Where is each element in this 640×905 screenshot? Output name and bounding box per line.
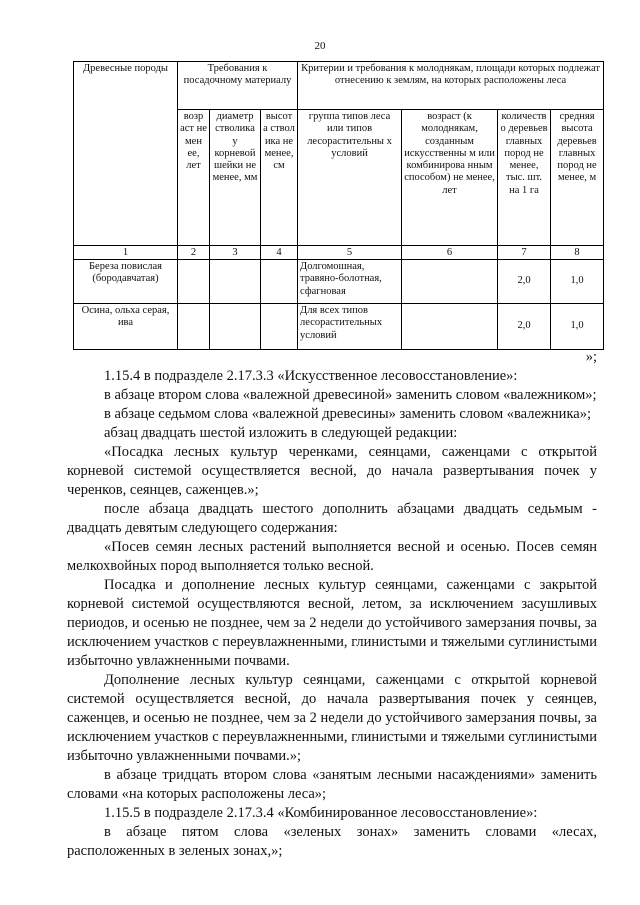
cell-young-age	[402, 260, 498, 304]
forest-criteria-table	[73, 61, 604, 350]
header-young-age: возраст (к молоднякам, созданным искусственны м или комбинирова нным способом) не менее, лет	[402, 110, 498, 246]
column-number: 8	[551, 246, 604, 260]
header-species: Древесные породы	[74, 62, 178, 246]
column-number: 1	[74, 246, 178, 260]
table-row	[74, 260, 604, 304]
cell-average-height: 1,0	[551, 260, 604, 304]
header-average-height: средняя высота деревьев главных пород не менее, м	[551, 110, 604, 246]
column-number: 5	[298, 246, 402, 260]
paragraph: в абзаце втором слова «валежной древесиной» заменить словом «валежником»;	[104, 387, 597, 403]
cell-diameter	[210, 260, 261, 304]
column-number: 4	[261, 246, 298, 260]
cell-average-height: 1,0	[551, 304, 604, 350]
paragraph: в абзаце пятом слова «зеленых зонах» заменить словами «лесах, расположенных в зеленых зонах,»;	[67, 824, 597, 859]
document-body	[67, 348, 597, 861]
paragraph: после абзаца двадцать шестого дополнить абзацами двадцать седьмым - двадцать девятым следующего содержания:	[67, 501, 597, 536]
header-height: высот а ствол ика не менее, см	[261, 110, 298, 246]
column-number: 2	[178, 246, 210, 260]
cell-height	[261, 260, 298, 304]
cell-species: Осина, ольха серая, ива	[74, 304, 178, 350]
paragraph: «Посев семян лесных растений выполняется весной и осенью. Посев семян мелкохвойных пород выполняется только весной.	[67, 539, 597, 574]
column-number: 7	[498, 246, 551, 260]
cell-height	[261, 304, 298, 350]
column-number: 6	[402, 246, 498, 260]
paragraph: 1.15.4 в подразделе 2.17.3.3 «Искусственное лесовосстановление»:	[104, 368, 518, 384]
cell-diameter	[210, 304, 261, 350]
paragraph: «Посадка лесных культур черенками, сеянцами, саженцами с открытой корневой системой осуществляется весной, до начала развертывания почек у черенков, сеянцев, саженцев.»;	[67, 444, 597, 498]
header-diameter: диаметр стволика у корневой шейки не менее, мм	[210, 110, 261, 246]
column-number: 3	[210, 246, 261, 260]
cell-tree-count: 2,0	[498, 304, 551, 350]
table-row	[74, 304, 604, 350]
header-age: возр аст не мен ее, лет	[178, 110, 210, 246]
cell-young-age	[402, 304, 498, 350]
header-forest-type: группа типов леса или типов лесорастительны х условий	[298, 110, 402, 246]
header-planting-material: Требования к посадочному материалу	[178, 62, 298, 110]
closing-quote: »;	[585, 349, 597, 365]
header-tree-count: количеств о деревьев главных пород не менее, тыс. шт. на 1 га	[498, 110, 551, 246]
header-criteria: Критерии и требования к молоднякам, площади которых подлежат отнесению к землям, на которых расположены леса	[298, 62, 604, 110]
paragraph: 1.15.5 в подразделе 2.17.3.4 «Комбинированное лесовосстановление»:	[104, 805, 538, 821]
cell-forest-type: Долгомошная, травяно-болотная, сфагновая	[298, 260, 402, 304]
cell-age	[178, 260, 210, 304]
paragraph: абзац двадцать шестой изложить в следующей редакции:	[104, 425, 458, 441]
cell-species: Береза повислая (бородавчатая)	[74, 260, 178, 304]
paragraph: Дополнение лесных культур сеянцами, саженцами с открытой корневой системой осуществляется весной, до начала развертывания почек у сеянцев, саженцев, и осенью не позднее, чем за 2 недели до устойчивого замерзания почвы, за исключением участков с переувлажненными, глинистыми и тяжелыми суглинистыми избыточно увлажненными почвами.»;	[67, 672, 597, 764]
page-number: 20	[314, 40, 326, 52]
paragraph: в абзаце тридцать втором слова «занятым лесными насаждениями» заменить словами «на которых расположены леса»;	[67, 767, 597, 802]
cell-tree-count: 2,0	[498, 260, 551, 304]
cell-forest-type: Для всех типов лесорастительных условий	[298, 304, 402, 350]
paragraph: в абзаце седьмом слова «валежной древесины» заменить словом «валежника»;	[104, 406, 591, 422]
cell-age	[178, 304, 210, 350]
paragraph: Посадка и дополнение лесных культур сеянцами, саженцами с закрытой корневой системой осуществляются весной, летом, за исключением засушливых периодов, и осенью не позднее, чем за 2 недели до устойчивого замерзания почвы, за исключением участков с переувлажненными, глинистыми и тяжелыми суглинистыми избыточно увлажненными почвами.	[67, 577, 597, 669]
